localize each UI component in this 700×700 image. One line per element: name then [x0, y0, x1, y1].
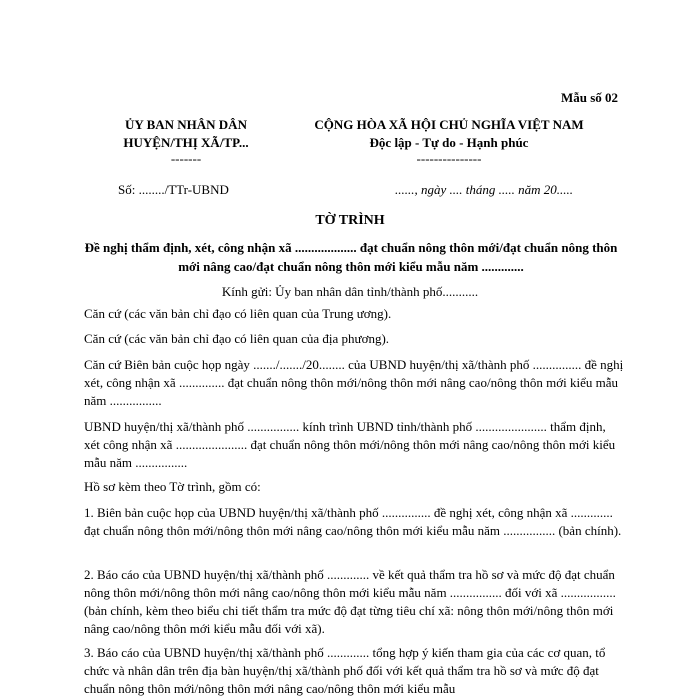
body-paragraph: Căn cứ (các văn bản chỉ đạo có liên quan của địa phương). — [84, 331, 390, 346]
country-name: CỘNG HÒA XÃ HỘI CHỦ NGHĨA VIỆT NAM — [314, 117, 584, 132]
motto: Độc lập - Tự do - Hạnh phúc — [369, 135, 529, 150]
form-number: Mẫu số 02 — [560, 90, 618, 105]
national-motto-header — [275, 116, 623, 166]
motto-divider: --------------- — [416, 151, 482, 166]
issuing-authority-header — [96, 116, 276, 166]
document-title: TỜ TRÌNH — [315, 213, 385, 228]
greeting-line: Kính gửi: Ủy ban nhân dân tỉnh/thành phố........... — [221, 284, 479, 299]
authority-divider: ------- — [170, 151, 202, 166]
authority-line-1: ỦY BAN NHÂN DÂN — [125, 117, 247, 132]
body-paragraph: 3. Báo cáo của UBND huyện/thị xã/thành phố ............. tổng hợp ý kiến tham gia của các cơ quan, tổ chức và nhân dân trên địa bàn huyện/thị xã/thành phố đối với kết quả thẩm tra hồ sơ và mức độ đạt chuẩn nông thôn mới/nông thôn mới nâng cao/nông thôn mới kiểu mẫu — [84, 645, 606, 696]
body-paragraph: 2. Báo cáo của UBND huyện/thị xã/thành phố ............. về kết quả thẩm tra hồ sơ và mức độ đạt chuẩn nông thôn mới/nông thôn mới nâng cao/nông thôn mới kiểu mẫu năm ................ đối với xã ................. (bản chính, kèm theo biểu chi tiết thẩm tra mức độ đạt từng tiêu chí xã: nông thôn mới/nông thôn mới nâng cao/nông thôn mới kiểu mẫu đối với xã). — [84, 567, 616, 636]
body-paragraph: Căn cứ Biên bản cuộc họp ngày ......./......./20........ của UBND huyện/thị xã/thành phố ............... đề nghị xét, công nhận xã .............. đạt chuẩn nông thôn mới/nông thôn mới nâng cao/nông thôn mới kiểu mẫu năm ................ — [84, 357, 624, 408]
body-paragraph: UBND huyện/thị xã/thành phố ................ kính trình UBND tỉnh/thành phố ...................... thẩm định, xét công nhận xã ...................... đạt chuẩn nông thôn mới/nông thôn mới nâng cao/nông thôn mới kiểu mẫu năm ................ — [84, 419, 616, 470]
body-paragraph: Hồ sơ kèm theo Tờ trình, gồm có: — [84, 479, 261, 494]
body-paragraph: Căn cứ (các văn bản chỉ đạo có liên quan của Trung ương). — [84, 306, 392, 321]
body-paragraph: 1. Biên bản cuộc họp của UBND huyện/thị xã/thành phố ............... đề nghị xét, công nhận xã ............. đạt chuẩn nông thôn mới/nông thôn mới nâng cao/nông thôn mới kiểu mẫu năm ................ (bản chính). — [84, 505, 622, 538]
document-number: Số: ......../TTr-UBND — [118, 182, 229, 197]
document-date: ......, ngày .... tháng ..... năm 20..... — [395, 182, 574, 197]
document-subtitle: Đề nghị thẩm định, xét, công nhận xã ................... đạt chuẩn nông thôn mới/đạt chuẩn nông thôn mới nâng cao/đạt chuẩn nông thôn mới kiểu mẫu năm ............. — [84, 240, 618, 274]
authority-line-2: HUYỆN/THỊ XÃ/TP... — [123, 135, 249, 150]
